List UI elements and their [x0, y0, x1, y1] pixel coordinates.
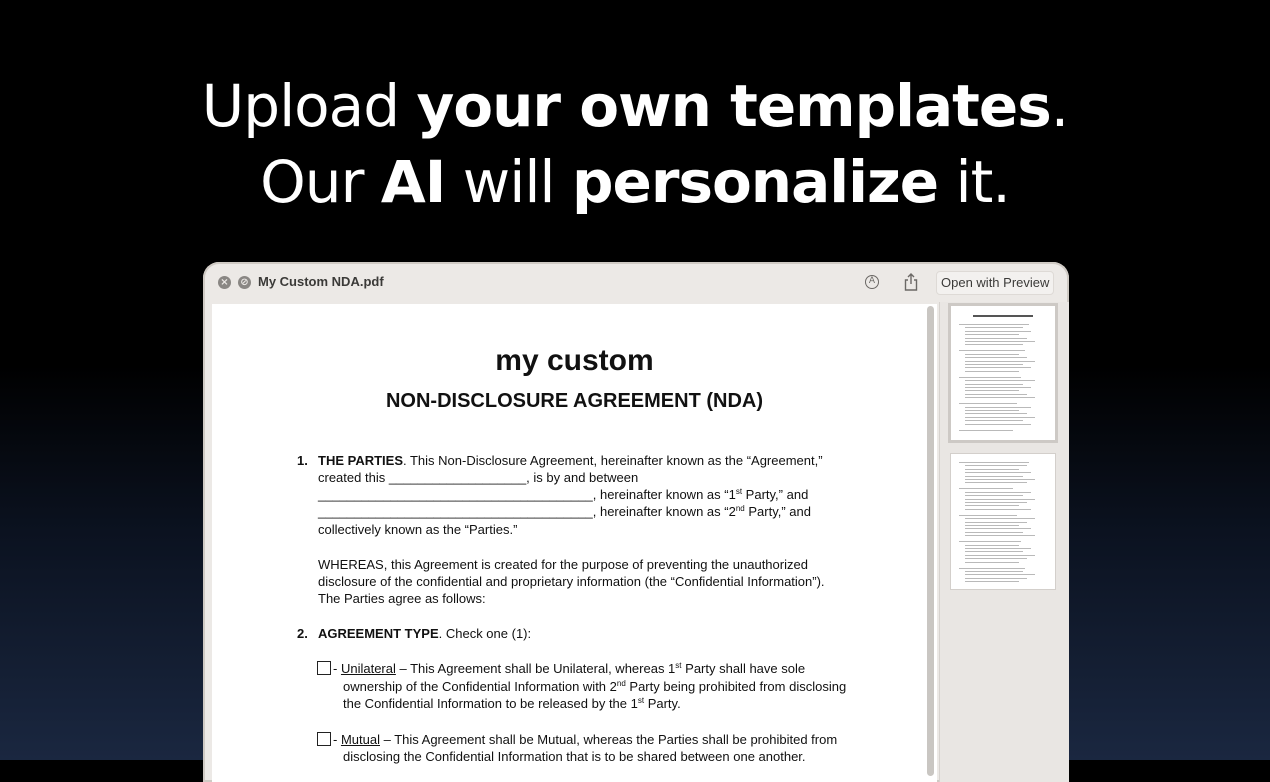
whereas-line: The Parties agree as follows: [318, 591, 486, 606]
thumbnail-text-line [965, 390, 1019, 391]
thumbnail-text-line [965, 465, 1027, 466]
thumbnail-text-line [965, 367, 1031, 368]
thumbnail-text-line [965, 413, 1027, 414]
open-with-preview-button[interactable]: Open with Preview [936, 271, 1054, 295]
thumbnail-text-line [965, 407, 1031, 408]
document-subtitle: NON-DISCLOSURE AGREEMENT (NDA) [385, 390, 764, 412]
pdf-page[interactable] [212, 304, 937, 782]
headline-line-1: Upload your own templates. [201, 72, 1069, 140]
page-thumbnail-1[interactable] [951, 306, 1055, 440]
thumbnail-text-line [965, 551, 1023, 552]
thumbnail-text-line [959, 350, 1025, 351]
section-1-line: ______________________________________, hereinafter known as “2nd Party,” and [318, 504, 811, 519]
thumbnail-text-line [965, 528, 1031, 529]
thumbnail-text-line [959, 568, 1025, 569]
unilateral-line: ownership of the Confidential Information with 2nd Party being prohibited from disclosing [343, 679, 847, 694]
thumbnail-text-line [965, 380, 1035, 381]
thumbnail-text-line [965, 476, 1023, 477]
section-2-heading: AGREEMENT TYPE. Check one (1): [318, 626, 532, 641]
document-title: my custom [495, 344, 654, 377]
headline-line-2: Our AI will personalize it. [260, 148, 1010, 216]
thumbnail-text-line [965, 574, 1035, 575]
thumbnail-sidebar [939, 302, 1069, 782]
thumbnail-text-line [965, 384, 1023, 385]
thumbnail-text-line [965, 502, 1027, 503]
thumbnail-text-line [965, 495, 1023, 496]
thumbnail-text-line [965, 338, 1027, 339]
thumbnail-text-line [965, 545, 1019, 546]
section-1-line: collectively known as the “Parties.” [318, 522, 518, 537]
scrollbar[interactable] [927, 306, 934, 776]
thumbnail-text-line [965, 479, 1035, 480]
thumbnail-text-line [965, 420, 1023, 421]
thumbnail-text-line [965, 581, 1019, 582]
mutual-checkbox[interactable] [317, 732, 331, 746]
thumbnail-text-line [965, 535, 1035, 536]
thumbnail-text-line [965, 555, 1035, 556]
thumbnail-text-line [959, 403, 1017, 404]
thumbnail-text-line [965, 361, 1035, 362]
thumbnail-text-line [959, 462, 1029, 463]
thumbnail-text-line [965, 469, 1019, 470]
thumbnail-text-line [965, 341, 1035, 342]
thumbnail-text-line [965, 371, 1019, 372]
section-1-line: ______________________________________, hereinafter known as “1st Party,” and [318, 487, 809, 502]
thumbnail-text-line [959, 541, 1021, 542]
thumbnail-text-line [965, 522, 1027, 523]
thumbnail-text-line [965, 578, 1027, 579]
share-icon[interactable] [904, 273, 918, 291]
thumbnail-text-line [965, 327, 1023, 328]
minimize-icon[interactable]: ⊘ [238, 276, 251, 289]
thumbnail-text-line [965, 499, 1035, 500]
thumbnail-text-line [965, 334, 1019, 335]
unilateral-line: the Confidential Information to be released by the 1st Party. [343, 696, 681, 711]
hero-headline [0, 68, 1270, 220]
thumbnail-text-line [965, 364, 1023, 365]
page-thumbnail-2[interactable] [951, 454, 1055, 589]
thumbnail-text-line [965, 424, 1031, 425]
markup-icon[interactable]: A [865, 275, 879, 289]
thumbnail-text-line [965, 387, 1031, 388]
thumbnail-text-line [965, 472, 1031, 473]
thumbnail-text-line [959, 430, 1013, 431]
thumbnail-text-line [965, 417, 1035, 418]
title-bar [203, 262, 1069, 302]
thumbnail-text-line [965, 331, 1031, 332]
thumbnail-text-line [965, 394, 1027, 395]
thumbnail-text-line [965, 518, 1035, 519]
thumbnail-text-line [965, 525, 1019, 526]
thumbnail-text-line [965, 532, 1023, 533]
whereas-line: disclosure of the confidential and proprietary information (the “Confidential Information”). [318, 574, 825, 589]
thumbnail-text-line [959, 377, 1021, 378]
section-1-line: created this ___________________, is by and between [318, 470, 639, 485]
thumbnail-text-line [959, 324, 1029, 325]
section-1-line: THE PARTIES. This Non-Disclosure Agreement, hereinafter known as the “Agreement,” [318, 453, 823, 468]
thumbnail-text-line [965, 492, 1031, 493]
window-title: My Custom NDA.pdf [258, 274, 384, 289]
thumbnail-text-line [965, 505, 1019, 506]
thumbnail-text-line [965, 571, 1023, 572]
thumbnail-text-line [965, 558, 1027, 559]
mutual-line: disclosing the Confidential Information that is to be shared between one another. [343, 749, 806, 764]
thumbnail-text-line [965, 344, 1023, 345]
thumbnail-text-line [965, 354, 1019, 355]
close-icon[interactable]: × [218, 276, 231, 289]
whereas-line: WHEREAS, this Agreement is created for the purpose of preventing the unauthorized [318, 557, 808, 572]
thumbnail-text-line [965, 482, 1027, 483]
thumbnail-text-line [959, 515, 1017, 516]
thumbnail-text-line [965, 548, 1031, 549]
mutual-line: - Mutual – This Agreement shall be Mutual, whereas the Parties shall be prohibited from [333, 732, 838, 747]
section-1-number: 1. [297, 453, 308, 468]
thumbnail-text-line [965, 509, 1031, 510]
unilateral-line: - Unilateral – This Agreement shall be Unilateral, whereas 1st Party shall have sole [333, 661, 806, 676]
thumbnail-text-line [965, 397, 1035, 398]
quicklook-window [203, 262, 1069, 782]
thumbnail-text-line [959, 488, 1013, 489]
unilateral-checkbox[interactable] [317, 661, 331, 675]
thumbnail-text-line [965, 410, 1019, 411]
section-2-number: 2. [297, 626, 308, 641]
thumbnail-text-line [965, 357, 1027, 358]
thumbnail-text-line [965, 562, 1019, 563]
